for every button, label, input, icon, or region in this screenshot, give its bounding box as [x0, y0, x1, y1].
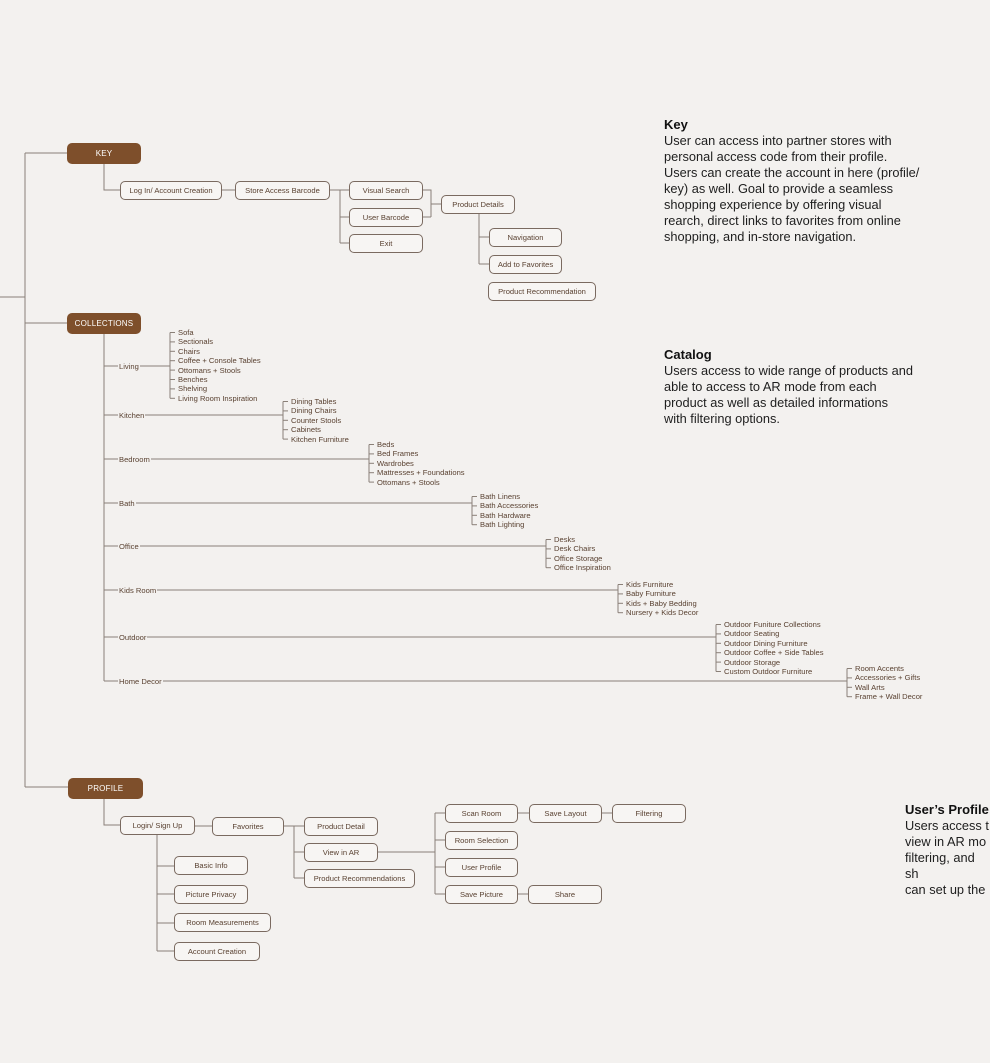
login-sign-up-node[interactable]: Login/ Sign Up — [120, 816, 195, 835]
collection-item[interactable]: Office Storage — [554, 553, 603, 563]
login-account-creation-node[interactable]: Log In/ Account Creation — [120, 181, 222, 200]
basic-info-node[interactable]: Basic Info — [174, 856, 248, 875]
collection-item[interactable]: Coffee + Console Tables — [178, 356, 261, 366]
collection-item[interactable]: Room Accents — [855, 664, 904, 673]
favorites-node[interactable]: Favorites — [212, 817, 284, 836]
key-section-header[interactable]: KEY — [67, 143, 141, 164]
collection-item[interactable]: Cabinets — [291, 425, 321, 435]
collection-item[interactable]: Frame + Wall Decor — [855, 692, 923, 702]
product-recommendation-node[interactable]: Product Recommendation — [488, 282, 596, 301]
product-details-node[interactable]: Product Details — [441, 195, 515, 214]
collection-item[interactable]: Baby Furniture — [626, 589, 676, 599]
key-description — [664, 117, 964, 245]
collection-item[interactable]: Wall Arts — [855, 682, 885, 692]
user-profile-node[interactable]: User Profile — [445, 858, 518, 877]
collection-category-kids-room[interactable]: Kids Room — [119, 585, 157, 595]
product-recommendations-node[interactable]: Product Recommendations — [304, 869, 415, 888]
profile-section-header[interactable]: PROFILE — [68, 778, 143, 799]
collection-item[interactable]: Dining Tables — [291, 397, 337, 406]
collection-category-outdoor[interactable]: Outdoor — [119, 632, 147, 642]
collection-item[interactable]: Chairs — [178, 346, 200, 356]
profile-description-title: User’s Profile — [905, 802, 989, 817]
profile-description — [905, 802, 990, 898]
room-selection-node[interactable]: Room Selection — [445, 831, 518, 850]
collection-category-bedroom[interactable]: Bedroom — [119, 454, 150, 464]
collection-item[interactable]: Dining Chairs — [291, 406, 337, 416]
collection-item[interactable]: Custom Outdoor Furniture — [724, 667, 813, 676]
collection-item[interactable]: Outdoor Storage — [724, 657, 781, 667]
share-node[interactable]: Share — [528, 885, 602, 904]
collection-item[interactable]: Bath Hardware — [480, 510, 531, 520]
key-description-text: User can access into partner stores with personal access code from their profile. Users can create the account in here (profile/ key) as well. Goal to provide a seamless shopping experience by offering visual rearch, direct links to favorites from online shopping, and in-store navigation. — [664, 133, 920, 244]
collection-item[interactable]: Sectionals — [178, 337, 214, 347]
collection-item[interactable]: Wardrobes — [377, 458, 414, 468]
collection-item[interactable]: Bath Linens — [480, 492, 521, 501]
collection-item[interactable]: Beds — [377, 440, 395, 449]
collections-section-header[interactable]: COLLECTIONS — [67, 313, 141, 334]
collection-category-kitchen[interactable]: Kitchen — [119, 410, 145, 420]
navigation-node[interactable]: Navigation — [489, 228, 562, 247]
store-access-barcode-node[interactable]: Store Access Barcode — [235, 181, 330, 200]
collection-item[interactable]: Kids + Baby Bedding — [626, 598, 697, 608]
visual-search-node[interactable]: Visual Search — [349, 181, 423, 200]
collection-category-office[interactable]: Office — [119, 541, 139, 551]
picture-privacy-node[interactable]: Picture Privacy — [174, 885, 248, 904]
product-detail-node[interactable]: Product Detail — [304, 817, 378, 836]
user-barcode-node[interactable]: User Barcode — [349, 208, 423, 227]
save-layout-node[interactable]: Save Layout — [529, 804, 602, 823]
collection-item[interactable]: Ottomans + Stools — [178, 365, 241, 375]
view-in-ar-node[interactable]: View in AR — [304, 843, 378, 862]
save-picture-node[interactable]: Save Picture — [445, 885, 518, 904]
collection-category-home-decor[interactable]: Home Decor — [119, 676, 162, 686]
collection-item[interactable]: Counter Stools — [291, 415, 342, 425]
collection-item[interactable]: Ottomans + Stools — [377, 477, 440, 487]
collection-item[interactable]: Bed Frames — [377, 449, 419, 459]
collection-category-bath[interactable]: Bath — [119, 498, 135, 508]
collection-item[interactable]: Sofa — [178, 328, 194, 337]
collection-item[interactable]: Outdoor Funiture Collections — [724, 620, 821, 629]
collection-item[interactable]: Bath Lighting — [480, 520, 525, 530]
collection-item[interactable]: Living Room Inspiration — [178, 393, 258, 403]
collection-item[interactable]: Desks — [554, 535, 576, 544]
room-measurements-node[interactable]: Room Measurements — [174, 913, 271, 932]
scan-room-node[interactable]: Scan Room — [445, 804, 518, 823]
filtering-node[interactable]: Filtering — [612, 804, 686, 823]
catalog-description-title: Catalog — [664, 347, 712, 362]
collection-item[interactable]: Desk Chairs — [554, 544, 596, 554]
add-to-favorites-node[interactable]: Add to Favorites — [489, 255, 562, 274]
catalog-description — [664, 347, 964, 427]
collection-item[interactable]: Outdoor Coffee + Side Tables — [724, 648, 824, 658]
collection-item[interactable]: Nursery + Kids Decor — [626, 608, 699, 618]
collection-item[interactable]: Bath Accessories — [480, 501, 539, 511]
collection-item[interactable]: Kids Furniture — [626, 580, 674, 589]
collection-item[interactable]: Mattresses + Foundations — [377, 468, 465, 478]
profile-description-text: Users access t view in AR mo filtering, and sh can set up the — [905, 818, 989, 897]
collection-item[interactable]: Outdoor Dining Furniture — [724, 638, 808, 648]
account-creation-node[interactable]: Account Creation — [174, 942, 260, 961]
collection-item[interactable]: Office Inspiration — [554, 563, 611, 573]
collection-category-living[interactable]: Living — [119, 361, 139, 371]
catalog-description-text: Users access to wide range of products and able to access to AR mode from each product as well as detailed informations with filtering options. — [664, 363, 913, 426]
collection-item[interactable]: Outdoor Seating — [724, 629, 780, 639]
collection-item[interactable]: Shelving — [178, 384, 208, 394]
collection-item[interactable]: Accessories + Gifts — [855, 673, 921, 683]
collection-item[interactable]: Benches — [178, 375, 208, 384]
exit-node[interactable]: Exit — [349, 234, 423, 253]
collection-item[interactable]: Kitchen Furniture — [291, 434, 349, 444]
key-description-title: Key — [664, 117, 688, 132]
